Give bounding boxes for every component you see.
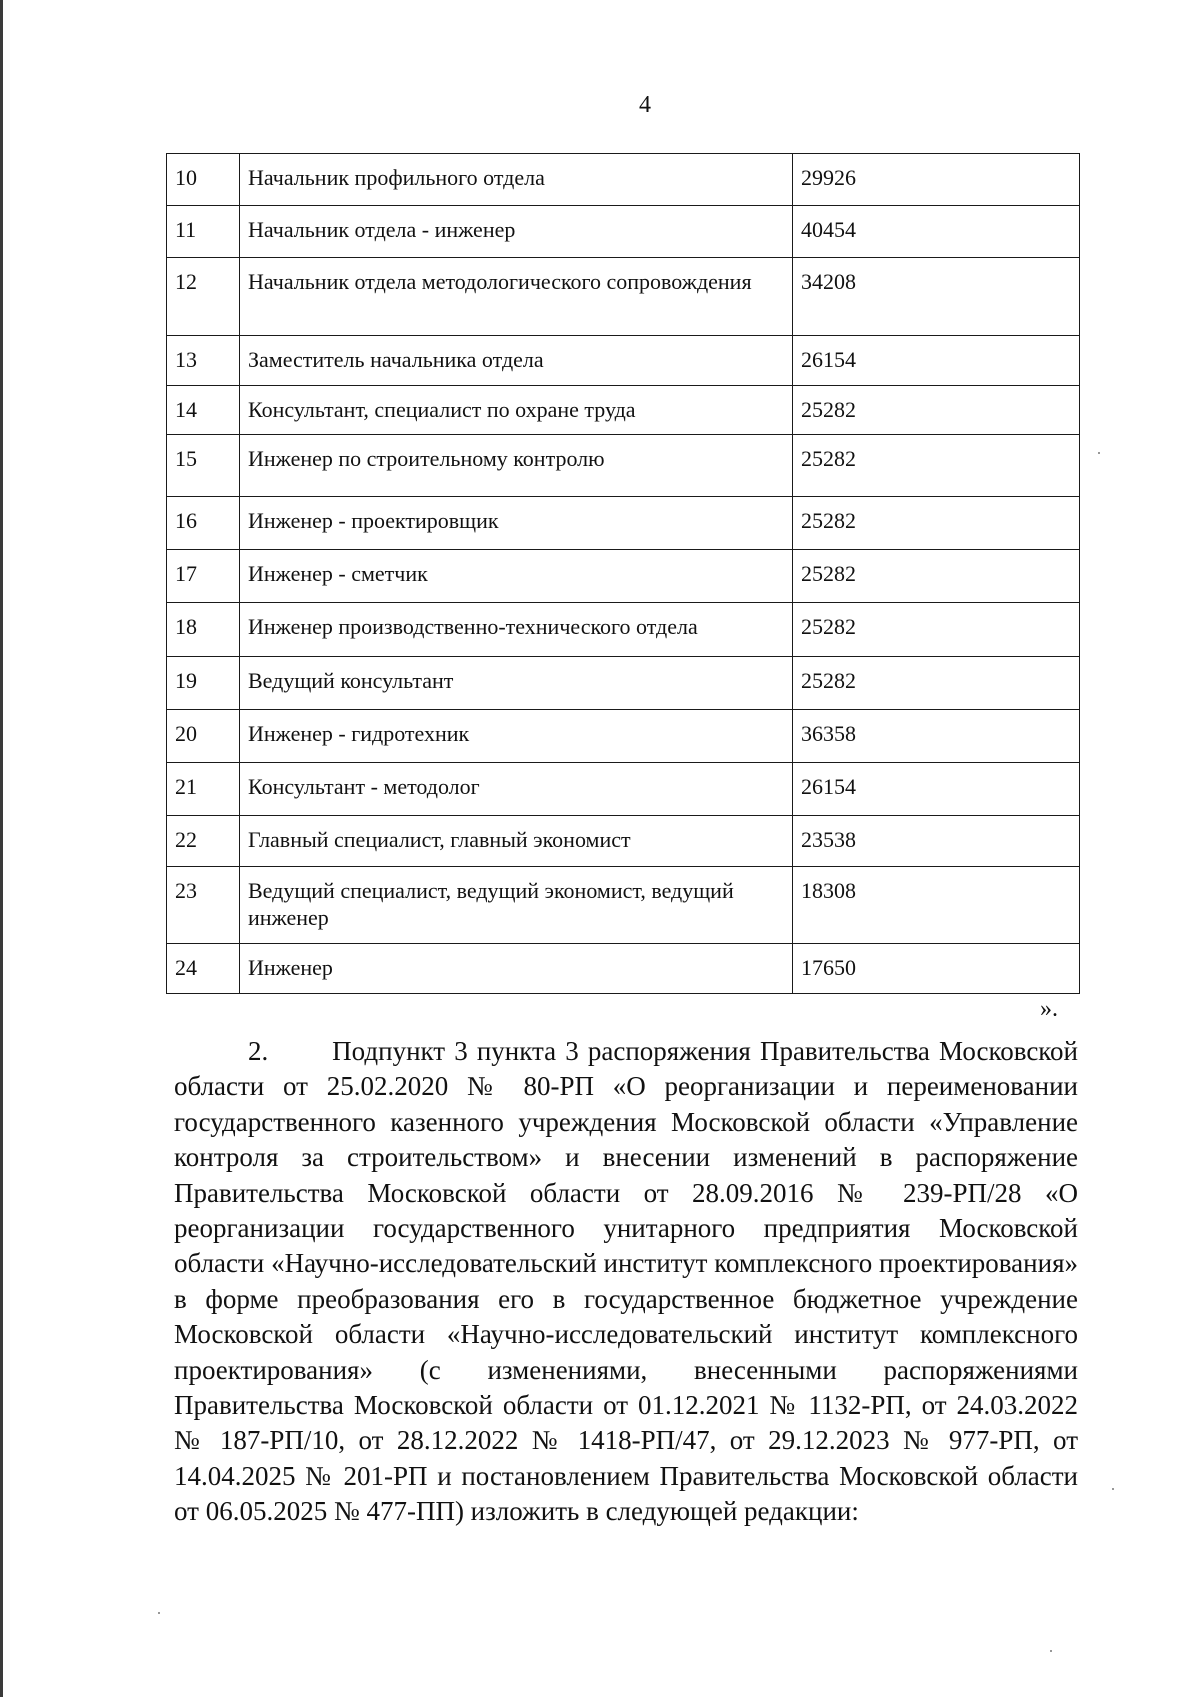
salary-value: 25282 — [793, 386, 1080, 435]
table-row — [167, 944, 1080, 994]
table-row — [167, 154, 1080, 206]
row-number: 10 — [167, 154, 240, 206]
salary-value: 25282 — [793, 657, 1080, 710]
row-number: 11 — [167, 206, 240, 258]
position-title: Главный специалист, главный экономист — [240, 816, 793, 867]
closing-quote-mark: ». — [1040, 996, 1058, 1022]
row-number: 16 — [167, 497, 240, 550]
salary-value: 40454 — [793, 206, 1080, 258]
table-row — [167, 816, 1080, 867]
table-row — [167, 657, 1080, 710]
salary-value: 25282 — [793, 497, 1080, 550]
position-title: Ведущий консультант — [240, 657, 793, 710]
salary-value: 34208 — [793, 258, 1080, 336]
table-row — [167, 206, 1080, 258]
table-row — [167, 710, 1080, 763]
row-number: 15 — [167, 435, 240, 497]
position-title: Инженер - проектировщик — [240, 497, 793, 550]
scan-speck — [158, 1612, 160, 1614]
scan-speck — [1050, 1650, 1052, 1652]
row-number: 14 — [167, 386, 240, 435]
table-row — [167, 435, 1080, 497]
row-number: 22 — [167, 816, 240, 867]
table-row — [167, 867, 1080, 944]
salary-value: 25282 — [793, 550, 1080, 603]
table-row — [167, 336, 1080, 386]
position-title: Инженер - сметчик — [240, 550, 793, 603]
row-number: 19 — [167, 657, 240, 710]
position-title: Консультант, специалист по охране труда — [240, 386, 793, 435]
position-title: Начальник отдела - инженер — [240, 206, 793, 258]
row-number: 23 — [167, 867, 240, 944]
salary-value: 25282 — [793, 435, 1080, 497]
table-row — [167, 258, 1080, 336]
row-number: 20 — [167, 710, 240, 763]
salary-value: 25282 — [793, 603, 1080, 657]
salary-value: 23538 — [793, 816, 1080, 867]
salary-value: 29926 — [793, 154, 1080, 206]
position-title: Инженер производственно-технического отдела — [240, 603, 793, 657]
position-title: Заместитель начальника отдела — [240, 336, 793, 386]
row-number: 24 — [167, 944, 240, 994]
scan-left-edge — [0, 0, 3, 1697]
row-number: 18 — [167, 603, 240, 657]
position-title: Консультант - методолог — [240, 763, 793, 816]
table-row — [167, 603, 1080, 657]
row-number: 12 — [167, 258, 240, 336]
scan-speck — [1112, 1488, 1114, 1490]
row-number: 17 — [167, 550, 240, 603]
salary-value: 26154 — [793, 336, 1080, 386]
positions-salary-table — [166, 153, 1080, 994]
position-title: Инженер по строительному контролю — [240, 435, 793, 497]
salary-value: 36358 — [793, 710, 1080, 763]
position-title: Инженер - гидротехник — [240, 710, 793, 763]
table-row — [167, 497, 1080, 550]
salary-value: 26154 — [793, 763, 1080, 816]
salary-value: 17650 — [793, 944, 1080, 994]
table-row — [167, 386, 1080, 435]
scan-speck — [1098, 452, 1100, 454]
salary-value: 18308 — [793, 867, 1080, 944]
position-title: Инженер — [240, 944, 793, 994]
row-number: 13 — [167, 336, 240, 386]
row-number: 21 — [167, 763, 240, 816]
position-title: Начальник отдела методологического сопровождения — [240, 258, 793, 336]
table-row — [167, 763, 1080, 816]
position-title: Ведущий специалист, ведущий экономист, ведущий инженер — [240, 867, 793, 944]
position-title: Начальник профильного отдела — [240, 154, 793, 206]
amendment-paragraph: 2. Подпункт 3 пункта 3 распоряжения Правительства Московской области от 25.02.2020 № 80-РП «О реорганизации и переименовании государственного казенного учреждения Московской области «Управление контроля за строительством» и внесении изменений в распоряжение Правительства Московской области от 28.09.2016 № 239-РП/28 «О реорганизации государственного унитарного предприятия Московской области «Научно-исследовательский институт комплексного проектирования» в форме преобразования его в государственное бюджетное учреждение Московской области «Научно-исследовательский институт комплексного проектирования» (с изменениями, внесенными распоряжениями Правительства Московской области от 01.12.2021 № 1132-РП, от 24.03.2022 № 187-РП/10, от 28.12.2022 № 1418-РП/47, от 29.12.2023 № 977-РП, от 14.04.2025 № 201-РП и постановлением Правительства Московской области от 06.05.2025 № 477-ПП) изложить в следующей редакции: — [174, 1036, 1078, 1527]
page-number: 4 — [639, 92, 651, 118]
table-row — [167, 550, 1080, 603]
